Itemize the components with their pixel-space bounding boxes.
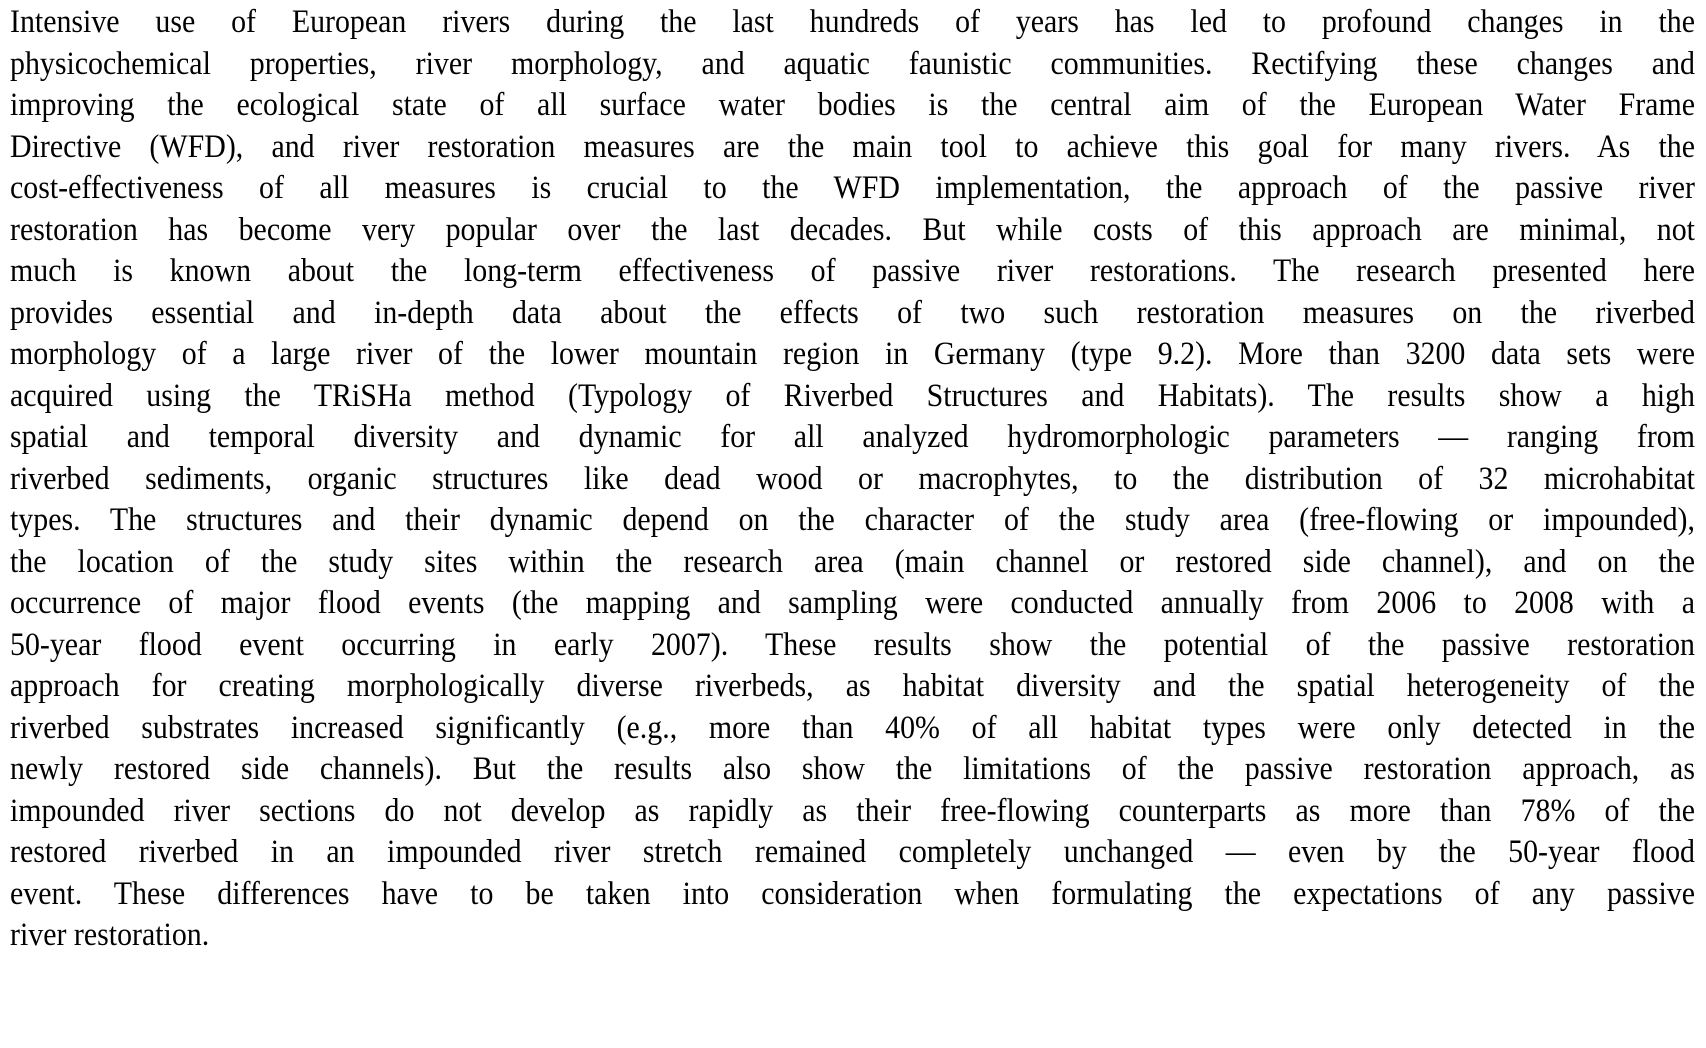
text-line: spatial and temporal diversity and dynamic for all analyzed hydromorphologic parameters — ranging from: [10, 419, 1695, 455]
text-line: newly restored side channels). But the results also show the limitations of the passive restoration approach, as: [10, 751, 1695, 787]
text-line: restored riverbed in an impounded river stretch remained completely unchanged — even by the 50-year flood: [10, 834, 1695, 870]
abstract-text: [10, 2, 1695, 957]
text-line: occurrence of major flood events (the mapping and sampling were conducted annually from 2006 to 2008 with a: [10, 585, 1695, 621]
text-line: river restoration.: [10, 917, 210, 953]
text-line: types. The structures and their dynamic depend on the character of the study area (free-flowing or impounded),: [10, 502, 1695, 538]
text-line: 50-year flood event occurring in early 2007). These results show the potential of the passive restoration: [10, 626, 1695, 663]
text-line: physicochemical properties, river morphology, and aquatic faunistic communities. Rectifying these changes and: [10, 45, 1695, 82]
text-line: Intensive use of European rivers during the last hundreds of years has led to profound changes in the: [10, 4, 1695, 40]
text-line: impounded river sections do not develop as rapidly as their free-flowing counterparts as more than 78% of the: [10, 792, 1695, 829]
text-line: approach for creating morphologically diverse riverbeds, as habitat diversity and the spatial heterogeneity of the: [10, 668, 1695, 704]
text-line: morphology of a large river of the lower mountain region in Germany (type 9.2). More than 3200 data sets were: [10, 336, 1695, 372]
text-line: provides essential and in-depth data about the effects of two such restoration measures on the riverbed: [10, 294, 1695, 331]
text-line: restoration has become very popular over the last decades. But while costs of this approach are minimal, not: [10, 211, 1695, 248]
text-line: improving the ecological state of all surface water bodies is the central aim of the European Water Frame: [10, 87, 1695, 123]
text-line: cost-effectiveness of all measures is crucial to the WFD implementation, the approach of the passive river: [10, 170, 1695, 206]
text-line: riverbed sediments, organic structures like dead wood or macrophytes, to the distribution of 32 microhabitat: [10, 460, 1695, 497]
text-line: event. These differences have to be taken into consideration when formulating the expectations of any passive: [10, 875, 1695, 912]
text-line: much is known about the long-term effectiveness of passive river restorations. The research presented here: [10, 253, 1695, 289]
text-line: Directive (WFD), and river restoration measures are the main tool to achieve this goal for many rivers. As the: [10, 128, 1695, 165]
text-line: the location of the study sites within the research area (main channel or restored side channel), and on the: [10, 543, 1695, 580]
text-line: riverbed substrates increased significantly (e.g., more than 40% of all habitat types were only detected in the: [10, 709, 1695, 746]
text-line: acquired using the TRiSHa method (Typology of Riverbed Structures and Habitats). The results show a high: [10, 377, 1695, 414]
